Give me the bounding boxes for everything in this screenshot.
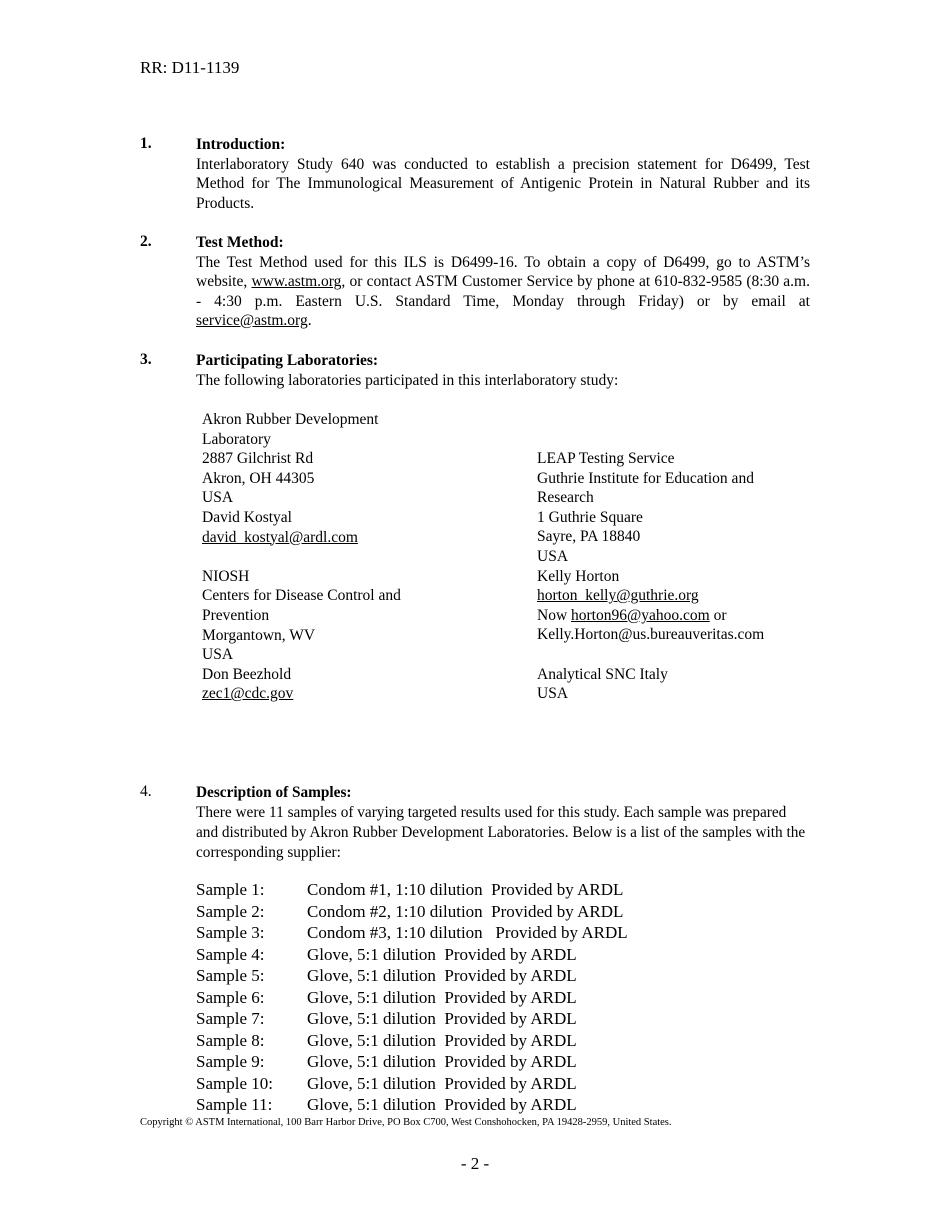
sample-row xyxy=(196,944,628,966)
lab-country: USA xyxy=(537,685,569,703)
section-labs xyxy=(196,351,810,390)
sample-id: Sample 11: xyxy=(196,1095,273,1114)
lab-email-link[interactable]: horton_kelly@guthrie.org xyxy=(537,587,699,605)
sample-description: Glove, 5:1 dilution Provided by ARDL xyxy=(307,944,577,964)
method-text-3: . xyxy=(307,312,312,329)
lab-leap xyxy=(537,449,764,645)
lab-country: USA xyxy=(537,547,569,565)
sample-row xyxy=(196,965,628,987)
lab-email-3: Kelly.Horton@us.bureauveritas.com xyxy=(537,626,765,644)
lab-email-link[interactable]: david_kostyal@ardl.com xyxy=(202,528,358,546)
lab-email-link-2[interactable]: horton96@yahoo.com xyxy=(571,606,710,624)
section-title-labs: Participating Laboratories: xyxy=(196,352,379,369)
section-title-samples: Description of Samples: xyxy=(196,784,352,801)
sample-id: Sample 1: xyxy=(196,880,265,899)
section-title-method: Test Method: xyxy=(196,234,284,251)
lab-name: LEAP Testing Service xyxy=(537,450,675,467)
lab-contact: Kelly Horton xyxy=(537,567,620,585)
astm-service-email-link[interactable]: service@astm.org xyxy=(196,312,308,329)
lab-city: Sayre, PA 18840 xyxy=(537,528,641,546)
labs-column-right xyxy=(537,449,764,704)
sample-description: Condom #2, 1:10 dilution Provided by ARDL xyxy=(307,901,624,921)
sample-row xyxy=(196,1030,628,1052)
lab-contact: Don Beezhold xyxy=(202,665,292,683)
sample-row xyxy=(196,1008,628,1030)
lab-email-link[interactable]: zec1@cdc.gov xyxy=(202,685,294,703)
lab-name: Akron Rubber Development xyxy=(202,411,379,428)
lab-org-cont: Research xyxy=(537,489,594,507)
sample-row xyxy=(196,901,628,923)
lab-org: Centers for Disease Control and xyxy=(202,587,401,605)
sample-description: Glove, 5:1 dilution Provided by ARDL xyxy=(307,1009,577,1028)
section-text-intro: Interlaboratory Study 640 was conducted to establish a precision statement for D6499, Test Method for The Immunological Measurement of Antigenic Protein in Natural Rubber and its Products. xyxy=(196,155,810,212)
lab-city: Akron, OH 44305 xyxy=(202,469,315,487)
sample-row xyxy=(196,922,628,944)
lab-country: USA xyxy=(202,646,234,664)
lab-name-cont: Laboratory xyxy=(202,430,271,448)
lab-now-suffix: or xyxy=(709,606,727,624)
sample-list xyxy=(196,879,628,1116)
sample-id: Sample 9: xyxy=(196,1052,265,1071)
labs-column-left xyxy=(202,410,401,704)
lab-contact: David Kostyal xyxy=(202,508,292,526)
lab-name: NIOSH xyxy=(202,567,250,585)
section-text-labs: The following laboratories participated in this interlaboratory study: xyxy=(196,371,619,389)
lab-country: USA xyxy=(202,489,234,507)
lab-city: Morgantown, WV xyxy=(202,626,316,644)
sample-id: Sample 7: xyxy=(196,1009,265,1028)
section-samples xyxy=(196,783,810,863)
section-text-method xyxy=(196,253,810,331)
method-text-2: , or contact ASTM Customer Service by phone at 610-832-9585 (8:30 a.m. - 4:30 p.m. Eastern U.S. Standard Time, Monday through Friday) or by email at xyxy=(196,273,810,310)
sample-description: Condom #3, 1:10 dilution Provided by ARDL xyxy=(307,923,628,942)
section-number-method: 2. xyxy=(140,233,152,250)
sample-row xyxy=(196,987,628,1009)
section-title-intro: Introduction: xyxy=(196,136,286,153)
report-id-header: RR: D11-1139 xyxy=(140,58,240,77)
sample-description: Glove, 5:1 dilution Provided by ARDL xyxy=(307,966,577,985)
lab-ardl xyxy=(202,410,401,547)
sample-id: Sample 5: xyxy=(196,966,265,985)
sample-description: Condom #1, 1:10 dilution Provided by ARDL xyxy=(307,880,624,899)
sample-row xyxy=(196,1094,628,1116)
sample-id: Sample 4: xyxy=(196,944,265,964)
section-intro xyxy=(196,135,810,213)
copyright-notice: Copyright © ASTM International, 100 Barr Harbor Drive, PO Box C700, West Conshohocken, PA 19428-2959, United States. xyxy=(140,1117,672,1128)
sample-description: Glove, 5:1 dilution Provided by ARDL xyxy=(307,1052,577,1071)
lab-street: 1 Guthrie Square xyxy=(537,508,643,526)
section-number-labs: 3. xyxy=(140,351,152,368)
sample-description: Glove, 5:1 dilution Provided by ARDL xyxy=(307,1030,577,1050)
section-number-samples: 4. xyxy=(140,783,152,800)
astm-website-link[interactable]: www.astm.org xyxy=(251,273,342,290)
sample-description: Glove, 5:1 dilution Provided by ARDL xyxy=(307,1095,577,1114)
lab-snc xyxy=(537,665,764,704)
lab-name: Analytical SNC Italy xyxy=(537,665,668,683)
sample-id: Sample 10: xyxy=(196,1073,273,1093)
page-number: - 2 - xyxy=(460,1154,490,1173)
lab-org-cont: Prevention xyxy=(202,606,270,624)
section-text-samples: There were 11 samples of varying targeted results used for this study. Each sample was prepared and distributed by Akron Rubber Development Laboratories. Below is a list of the samples with the corresponding supplier: xyxy=(196,804,806,861)
sample-description: Glove, 5:1 dilution Provided by ARDL xyxy=(307,1073,577,1093)
sample-row xyxy=(196,1073,628,1095)
sample-row xyxy=(196,879,628,901)
section-method xyxy=(196,233,810,331)
sample-id: Sample 3: xyxy=(196,923,265,942)
lab-street: 2887 Gilchrist Rd xyxy=(202,450,314,468)
section-number-intro: 1. xyxy=(140,135,152,152)
sample-row xyxy=(196,1051,628,1073)
lab-niosh xyxy=(202,567,401,704)
sample-id: Sample 8: xyxy=(196,1030,265,1050)
lab-org: Guthrie Institute for Education and xyxy=(537,469,754,487)
lab-now-prefix: Now xyxy=(537,606,572,624)
sample-id: Sample 2: xyxy=(196,901,265,921)
sample-id: Sample 6: xyxy=(196,987,265,1007)
sample-description: Glove, 5:1 dilution Provided by ARDL xyxy=(307,987,577,1007)
method-text-1: The Test Method used for this ILS is D6499-16. To obtain a copy of D6499, go to ASTM’s website, xyxy=(196,253,810,290)
